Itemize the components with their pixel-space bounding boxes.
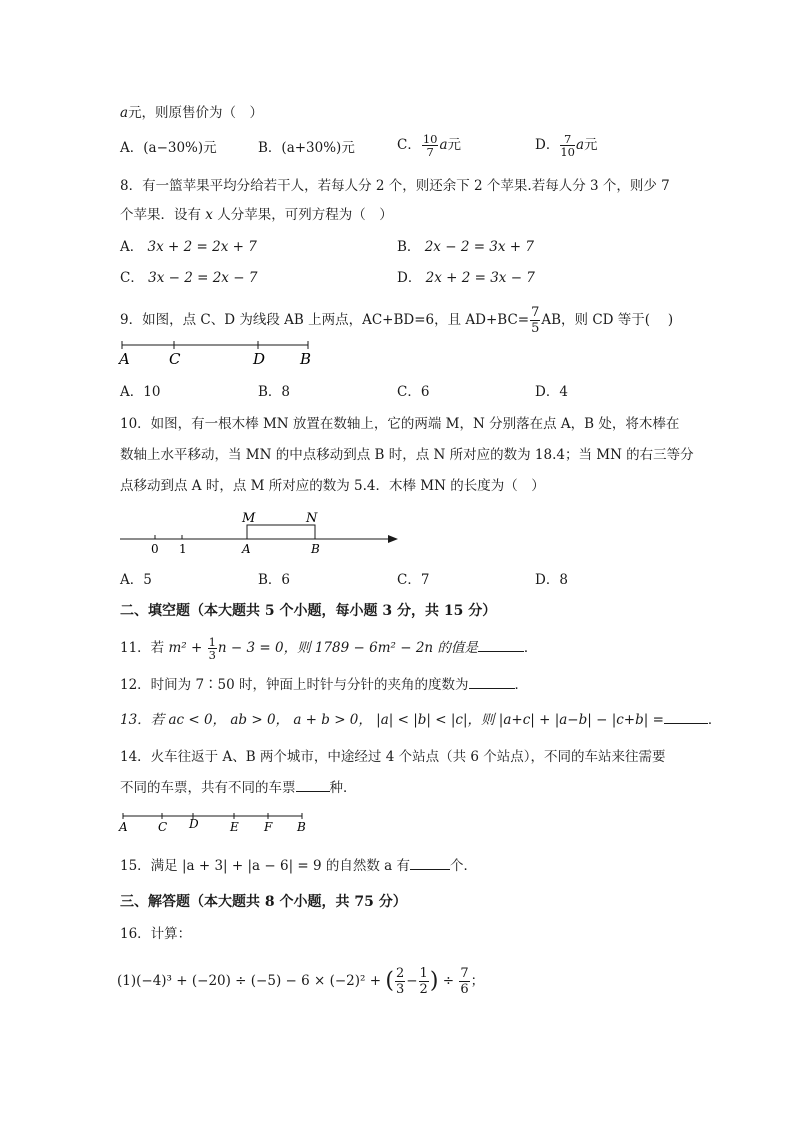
q8-choice-d: D． 2x + 2 = 3x − 7: [397, 270, 535, 286]
label-m: M: [242, 511, 256, 526]
q10-choice-d: D．8: [535, 572, 568, 588]
q13-text: 13．若 ac < 0， ab > 0， a + b > 0， |a| < |b| < |c|，则 |a+c| + |a−b| − |c+b| = ．: [120, 712, 722, 728]
label-b: B: [297, 820, 306, 834]
q8-choice-a: A． 3x + 2 = 2x + 7: [120, 239, 257, 255]
q10-line2: 数轴上水平移动，当 MN 的中点移动到点 B 时，点 N 所对应的数为 18.4；当 MN 的右三等分: [120, 447, 694, 463]
q14-stations-figure: [118, 810, 318, 836]
label-c: C: [158, 820, 168, 834]
q14-line1: 14．火车往返于 A、B 两个城市，中途经过 4 个站点（共 6 个站点），不同的车站来往需要: [120, 749, 666, 765]
q9-choice-a: A．10: [120, 384, 161, 400]
q8-line2: 个苹果．设有 x 人分苹果，可列方程为（ ）: [120, 207, 393, 223]
label-0: 0: [151, 542, 159, 556]
q8-choice-c: C． 3x − 2 = 2x − 7: [120, 270, 258, 286]
answer-blank: [296, 779, 330, 792]
q9-segment-figure: [118, 338, 318, 370]
label-d: D: [253, 350, 266, 368]
label-a: A: [242, 542, 251, 556]
label-e: E: [230, 820, 239, 834]
label-a: A: [119, 350, 130, 368]
q10-line3: 点移动到点 A 时，点 M 所对应的数为 5.4．木棒 MN 的长度为（ ）: [120, 478, 545, 494]
q14-line2: 不同的车票，共有不同的车票 种．: [120, 780, 357, 796]
stick-mn: [247, 525, 315, 539]
q7-choice-d: D． $\frac{7}{10}$ a元: [535, 132, 598, 159]
q10-choice-c: C．7: [397, 572, 430, 588]
label-c: C: [169, 350, 181, 368]
answer-blank: [664, 711, 708, 724]
q9-choice-d: D．4: [535, 384, 568, 400]
q15-text: 15．满足 |a + 3| + |a − 6| = 9 的自然数 a 有 个．: [120, 858, 478, 874]
label-1: 1: [179, 542, 187, 556]
q10-number-line-figure: [118, 506, 404, 556]
answer-blank: [478, 639, 524, 652]
section-heading-solutions: 三、解答题（本大题共 8 个小题，共 75 分）: [120, 894, 407, 910]
label-d: D: [189, 817, 199, 831]
arrow-right-icon: [388, 535, 398, 543]
q9-choice-b: B．8: [258, 384, 291, 400]
label-n: N: [306, 511, 318, 526]
q7-choice-b: B．(a+30%)元: [258, 140, 355, 156]
label-f: F: [264, 820, 273, 834]
q16-title: 16．计算：: [120, 926, 192, 942]
label-a: A: [119, 820, 128, 834]
answer-blank: [410, 857, 450, 870]
q12-text: 12．时间为 7∶50 时，钟面上时针与分针的夹角的度数为 ．: [120, 677, 529, 693]
label-b: B: [311, 542, 320, 556]
q11-text: 11．若 m² + $\frac{1}{3}$ n − 3 = 0，则 1789 − 6m² − 2n 的值是 ．: [120, 635, 538, 662]
q9-text: 9．如图，点 C、D 为线段 AB 上两点，AC+BD=6，且 AD+BC= $\frac{7}{5}$ AB，则 CD 等于( ): [120, 305, 674, 336]
label-b: B: [300, 350, 312, 368]
q8-line1: 8．有一篮苹果平均分给若干人，若每人分 2 个，则还余下 2 个苹果.若每人分 3 个，则少 7: [120, 178, 670, 194]
q7-choice-a: A．(a−30%)元: [120, 140, 217, 156]
answer-blank: [469, 676, 515, 689]
q16-part1: (1)(−4)³ + (−20) ÷ (−5) − 6 × (−2)² + ( $\frac{2}{3}$ − $\frac{1}{2}$ ) ÷ $\frac{7}{6}$ ；: [117, 966, 485, 997]
q8-choice-b: B． 2x − 2 = 3x + 7: [397, 239, 534, 255]
q7-continuation: a元，则原售价为（ ）: [120, 105, 264, 121]
q7-choice-c: C． $\frac{10}{7}$ a元: [397, 132, 462, 159]
section-heading-fill-in: 二、填空题（本大题共 5 个小题，每小题 3 分，共 15 分）: [120, 603, 497, 619]
q10-line1: 10．如图，有一根木棒 MN 放置在数轴上，它的两端 M，N 分别落在点 A，B 处，将木棒在: [120, 416, 680, 432]
q10-choice-b: B．6: [258, 572, 291, 588]
q9-choice-c: C．6: [397, 384, 430, 400]
q10-choice-a: A．5: [120, 572, 152, 588]
